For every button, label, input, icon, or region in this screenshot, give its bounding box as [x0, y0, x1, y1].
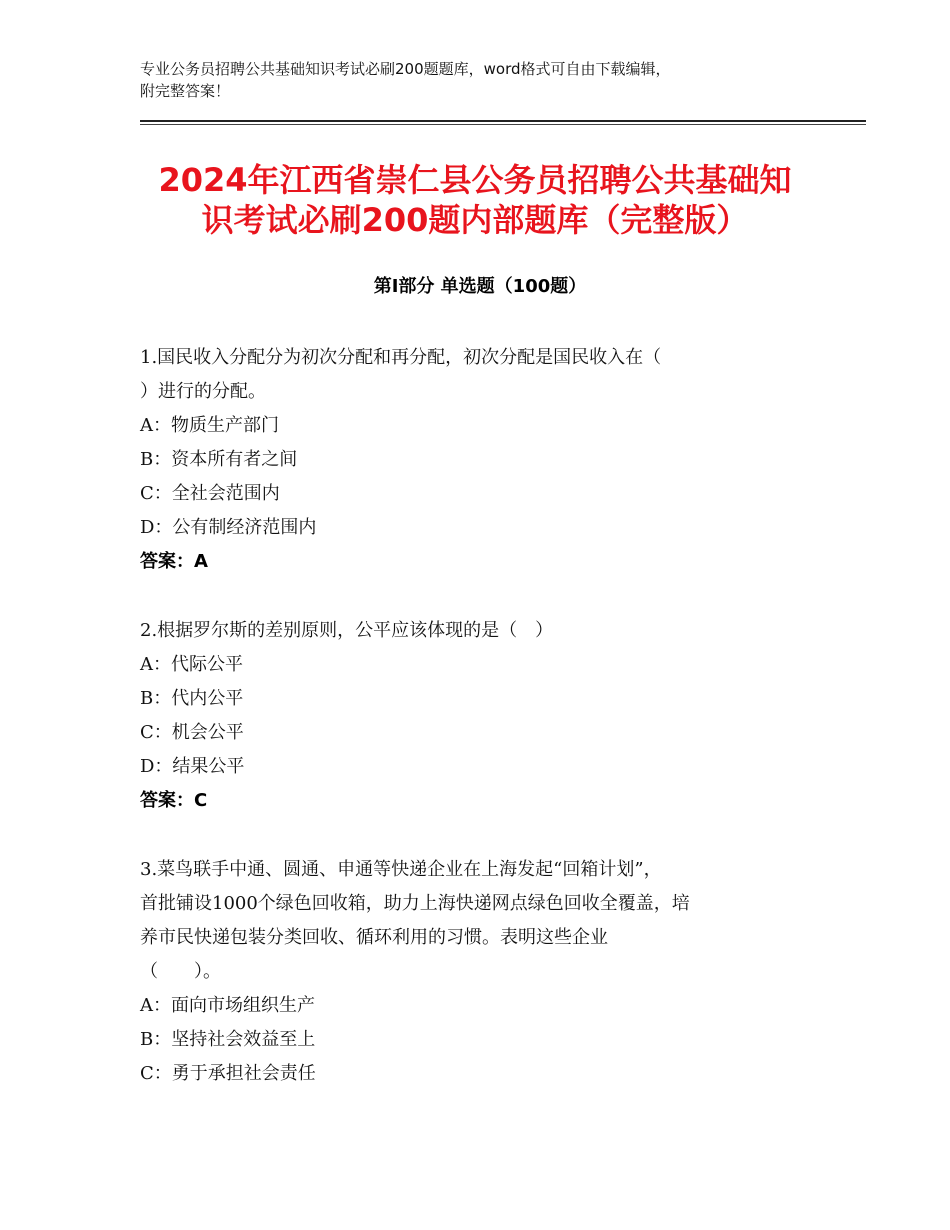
header-note-line-1: 专业公务员招聘公共基础知识考试必刷200题题库，word格式可自由下载编辑， — [140, 60, 671, 78]
question-2 — [140, 614, 820, 818]
section-title: 第Ⅰ部分 单选题（100题） — [373, 276, 587, 297]
question-stem-line: 2.根据罗尔斯的差别原则，公平应该体现的是（ ） — [140, 620, 554, 641]
question-stem-line: 养市民快递包装分类回收、循环利用的习惯。表明这些企业 — [140, 927, 608, 948]
document-title — [120, 160, 830, 240]
option-c: C：勇于承担社会责任 — [140, 1063, 316, 1084]
header-divider-thin — [140, 124, 866, 125]
option-a: A：面向市场组织生产 — [140, 995, 315, 1016]
option-a: A：物质生产部门 — [140, 415, 279, 436]
question-stem-line: ）进行的分配。 — [140, 381, 266, 402]
question-stem-line: 1.国民收入分配分为初次分配和再分配，初次分配是国民收入在（ — [140, 347, 662, 368]
answer-line: 答案：A — [140, 551, 208, 572]
option-b: B：坚持社会效益至上 — [140, 1029, 316, 1050]
option-b: B：资本所有者之间 — [140, 449, 298, 470]
header-divider-thick — [140, 120, 866, 122]
document-title-line-2: 识考试必刷200题内部题库（完整版） — [201, 201, 749, 239]
question-stem-line: 3.菜鸟联手中通、圆通、申通等快递企业在上海发起“回箱计划”， — [140, 859, 662, 880]
document-title-line-1: 2024年江西省崇仁县公务员招聘公共基础知 — [158, 161, 792, 199]
question-stem-line: （ ）。 — [140, 961, 221, 982]
question-1 — [140, 341, 820, 579]
question-stem-line: 首批铺设1000个绿色回收箱，助力上海快递网点绿色回收全覆盖，培 — [140, 893, 690, 914]
header-note-line-2: 附完整答案！ — [140, 82, 231, 100]
answer-line: 答案：C — [140, 790, 208, 811]
header-note — [140, 58, 820, 102]
option-d: D：公有制经济范围内 — [140, 517, 317, 538]
option-c: C：机会公平 — [140, 722, 244, 743]
question-3 — [140, 853, 820, 1091]
option-d: D：结果公平 — [140, 756, 245, 777]
option-b: B：代内公平 — [140, 688, 244, 709]
option-c: C：全社会范围内 — [140, 483, 280, 504]
option-a: A：代际公平 — [140, 654, 243, 675]
